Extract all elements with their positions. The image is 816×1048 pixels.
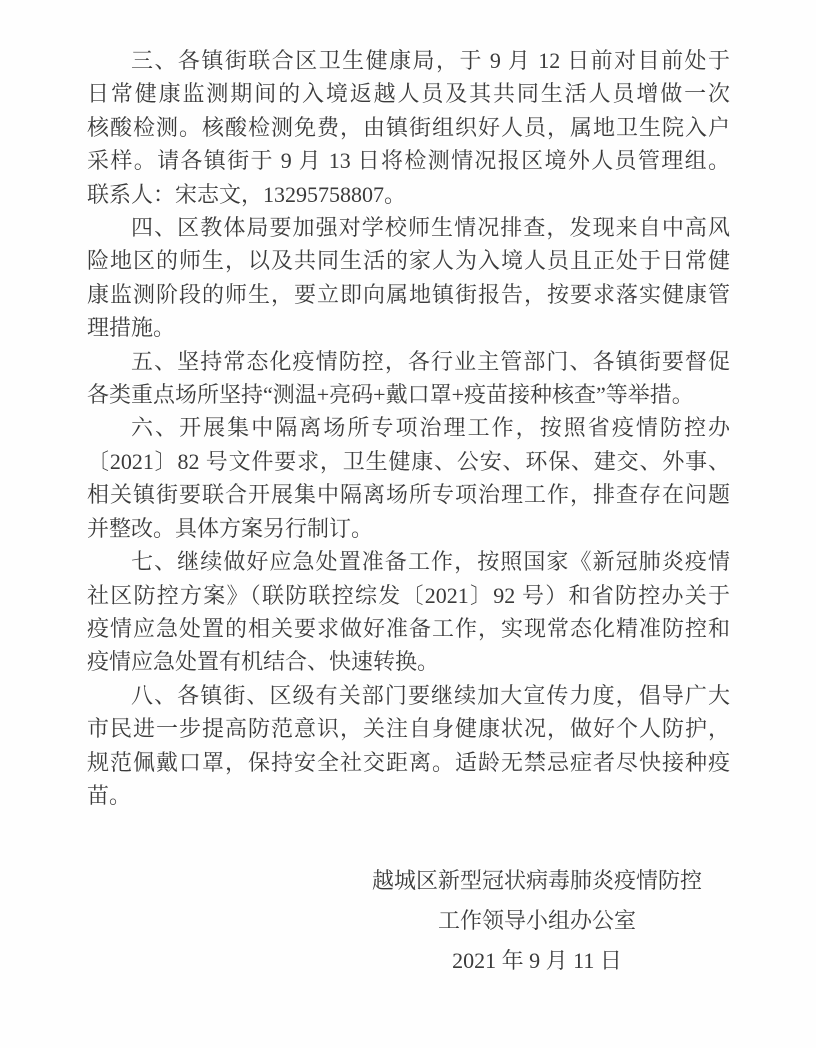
text-line: 疫情应急处置有机结合、快速转换。 [87, 649, 440, 675]
text-line: 疫情应急处置的相关要求做好准备工作，实现常态化精准防控和 [87, 615, 730, 641]
text-line: 苗。 [87, 782, 132, 808]
text-line: 六、开展集中隔离场所专项治理工作，按照省疫情防控办 [131, 415, 730, 441]
text-line: 联系人：宋志文，13295758807。 [87, 181, 407, 207]
text-line: 四、区教体局要加强对学校师生情况排查，发现来自中高风 [131, 215, 730, 241]
signature-org-line1: 越城区新型冠状病毒肺炎疫情防控 [371, 868, 702, 893]
text-line: 社区防控方案》（联防联控综发〔2021〕92 号）和省防控办关于 [87, 582, 730, 608]
paragraph-item-4 [87, 411, 730, 545]
text-line: 八、各镇街、区级有关部门要继续加大宣传力度，倡导广大 [131, 682, 730, 708]
text-line: 各类重点场所坚持“测温+亮码+戴口罩+疫苗接种核查”等举措。 [87, 382, 694, 408]
text-line: 理措施。 [87, 315, 176, 341]
document-body [87, 44, 730, 812]
paragraph-item-6 [87, 679, 730, 813]
text-line: 康监测阶段的师生，要立即向属地镇街报告，按要求落实健康管 [87, 281, 730, 307]
signature-block [363, 861, 711, 981]
paragraph-item-5 [87, 545, 730, 679]
text-line: 险地区的师生，以及共同生活的家人为入境人员且正处于日常健 [87, 248, 730, 274]
text-line: 五、坚持常态化疫情防控，各行业主管部门、各镇街要督促 [131, 348, 730, 374]
text-line: 规范佩戴口罩，保持安全社交距离。适龄无禁忌症者尽快接种疫 [87, 749, 730, 775]
text-line: 核酸检测。核酸检测免费，由镇街组织好人员，属地卫生院入户 [87, 114, 730, 140]
text-line: 七、继续做好应急处置准备工作，按照国家《新冠肺炎疫情 [131, 549, 730, 575]
text-line: 并整改。具体方案另行制订。 [87, 515, 374, 541]
paragraph-item-2 [87, 211, 730, 345]
text-line: 采样。请各镇街于 9 月 13 日将检测情况报区境外人员管理组。 [87, 148, 730, 174]
text-line: 日常健康监测期间的入境返越人员及其共同生活人员增做一次 [87, 81, 730, 107]
paragraph-item-3 [87, 345, 730, 412]
paragraph-item-1 [87, 44, 730, 211]
signature-org-line2: 工作领导小组办公室 [437, 908, 636, 933]
text-line: 相关镇街要联合开展集中隔离场所专项治理工作，排查存在问题 [87, 482, 730, 508]
text-line: 市民进一步提高防范意识，关注自身健康状况，做好个人防护， [87, 716, 730, 742]
signature-date: 2021 年 9 月 11 日 [452, 948, 622, 973]
text-line: 〔2021〕82 号文件要求，卫生健康、公安、环保、建交、外事、 [87, 448, 730, 474]
text-line: 三、各镇街联合区卫生健康局，于 9 月 12 日前对目前处于 [131, 48, 730, 73]
